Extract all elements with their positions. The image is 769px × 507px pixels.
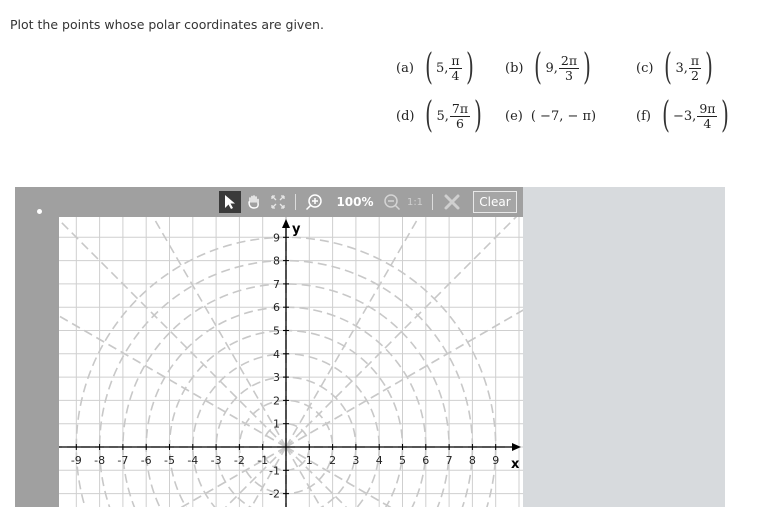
x-tick-label: 5 [399,454,406,467]
x-tick-label: 1 [305,454,313,467]
problem-label: (f) [636,108,651,124]
instruction-text: Plot the points whose polar coordinates are given. [10,17,324,32]
zoom-level-text: 100% [336,195,374,209]
pointer-icon [223,194,237,210]
problem-label: (b) [505,60,524,76]
problem-d [396,94,485,138]
right-paren: ) [583,47,591,88]
y-tick-label: 2 [273,394,280,408]
fraction-numerator: π [690,52,700,68]
problem-a [396,46,477,90]
polar-ray [286,217,523,447]
x-tick-label: 8 [468,454,476,467]
x-tick-label: -2 [233,454,245,467]
y-tick-label: 6 [273,301,280,315]
zoom-out-icon [383,193,401,211]
reset-zoom-label: 1:1 [406,196,424,208]
problem-label: (e) [505,108,523,124]
clear-button[interactable]: Clear [473,191,517,213]
pan-tool-button[interactable] [243,191,265,213]
y-tick-label: 4 [273,347,280,361]
delete-button[interactable] [439,191,465,213]
right-paren: ) [474,95,482,136]
x-tick-label: -1 [257,454,269,467]
y-axis-label: y [292,222,301,237]
x-tick-label: 9 [492,454,500,467]
x-tick-label: 7 [445,454,453,467]
graph-toolbar [59,187,523,217]
right-paren: ) [705,47,713,88]
x-tick-label: 4 [375,454,383,467]
fit-arrows-icon [270,194,286,210]
left-paren: ( [662,95,670,136]
problem-e [505,94,596,138]
y-tick-label: -1 [269,464,280,478]
problem-r: 5, [435,60,449,76]
graph-tool-panel [15,187,725,507]
angle-fraction [450,102,470,131]
left-paren: ( [534,47,543,88]
pan-hand-icon [246,194,262,210]
problem-r: 3, [675,60,688,76]
delete-x-icon [443,193,461,211]
pointer-tool-button[interactable] [219,191,241,213]
y-tick-label: 5 [273,324,280,338]
problem-label: (d) [396,108,415,124]
x-axis-label: x [511,457,520,472]
y-tick-label: 1 [273,417,280,431]
right-paren: ) [465,47,474,88]
problem-r: 5, [436,108,449,124]
problem-b [505,46,594,90]
zoom-out-button[interactable] [381,191,403,213]
x-tick-label: 2 [329,454,337,467]
x-tick-label: 6 [422,454,430,467]
fraction-numerator: 7π [451,100,469,116]
x-tick-label: -8 [94,454,106,467]
reset-zoom-button[interactable] [404,191,426,213]
right-paren: ) [721,95,730,136]
problem-r: 9, [545,60,558,76]
left-paren: ( [664,47,673,88]
x-tick-label: -9 [70,454,82,467]
left-paren: ( [425,95,434,136]
y-tick-label: 9 [273,231,280,245]
fraction-numerator: 2π [560,52,578,68]
fraction-denominator: 6 [456,115,464,131]
zoom-in-icon [305,193,323,211]
y-tick-label: 3 [273,371,280,385]
toolbar-separator [432,194,433,210]
problem-label: (a) [396,60,414,76]
left-paren: ( [425,47,433,88]
polar-coordinate-grid[interactable] [59,217,523,507]
problem-label: (c) [636,60,654,76]
problem-c [636,46,716,90]
angle-fraction [559,54,579,83]
x-axis-arrow [512,443,521,451]
y-tick-label: -2 [269,487,280,501]
x-tick-label: 3 [352,454,360,467]
toolbar-separator [295,194,296,210]
fit-view-button[interactable] [267,191,289,213]
angle-fraction [697,102,717,131]
tool-sidebar [15,187,59,507]
y-tick-label: 8 [273,254,280,268]
angle-fraction [689,54,701,83]
zoom-in-button[interactable] [303,191,325,213]
x-tick-label: -7 [117,454,129,467]
problem-r: −3, [673,108,697,124]
problem-f [636,94,733,138]
fraction-denominator: 4 [451,67,460,83]
fraction-numerator: 9π [699,100,716,116]
x-tick-label: -3 [210,454,222,467]
problem-list [396,46,746,146]
fraction-denominator: 2 [691,67,699,83]
zoom-level [331,191,379,213]
fraction-denominator: 3 [565,67,573,83]
fraction-numerator: π [451,52,460,68]
y-tick-label: 7 [273,277,280,291]
x-tick-label: -6 [140,454,152,467]
fraction-denominator: 4 [703,115,712,131]
polar-graph-area[interactable] [59,217,523,507]
angle-fraction [449,54,461,83]
x-tick-label: -4 [187,454,199,467]
x-tick-label: -5 [164,454,175,467]
problem-coordinates: ( −7, − π) [530,108,597,124]
y-axis-arrow [282,219,290,228]
point-marker-icon[interactable] [37,209,42,214]
